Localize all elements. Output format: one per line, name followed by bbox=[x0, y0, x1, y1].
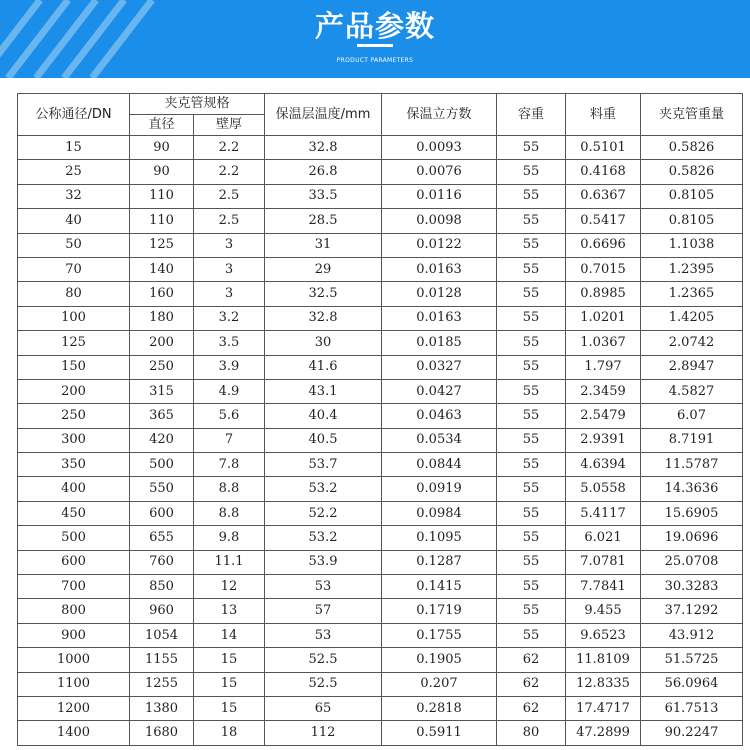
table-row bbox=[18, 550, 743, 574]
cell-wall: 15 bbox=[194, 648, 265, 672]
table-row bbox=[18, 721, 743, 745]
cell-wall: 3 bbox=[194, 282, 265, 306]
cell-diameter: 1255 bbox=[130, 672, 194, 696]
cell-volume: 0.0919 bbox=[382, 477, 497, 501]
cell-jacket-weight: 1.2395 bbox=[641, 257, 743, 281]
cell-volume: 0.0163 bbox=[382, 306, 497, 330]
cell-nominal: 40 bbox=[18, 209, 130, 233]
table-body bbox=[18, 136, 743, 746]
table-row bbox=[18, 696, 743, 720]
table-row bbox=[18, 501, 743, 525]
cell-density: 55 bbox=[497, 379, 566, 403]
table-row bbox=[18, 233, 743, 257]
cell-nominal: 350 bbox=[18, 453, 130, 477]
header-banner bbox=[0, 0, 750, 78]
cell-material: 0.5101 bbox=[566, 136, 641, 160]
header-material-weight: 料重 bbox=[566, 94, 641, 136]
cell-jacket-weight: 2.0742 bbox=[641, 331, 743, 355]
cell-volume: 0.1755 bbox=[382, 623, 497, 647]
cell-jacket-weight: 8.7191 bbox=[641, 428, 743, 452]
cell-wall: 3.2 bbox=[194, 306, 265, 330]
cell-density: 55 bbox=[497, 453, 566, 477]
cell-insulation: 52.5 bbox=[265, 648, 382, 672]
cell-insulation: 53.2 bbox=[265, 477, 382, 501]
table-row bbox=[18, 526, 743, 550]
table-row bbox=[18, 599, 743, 623]
cell-diameter: 160 bbox=[130, 282, 194, 306]
cell-diameter: 550 bbox=[130, 477, 194, 501]
cell-insulation: 112 bbox=[265, 721, 382, 745]
parameters-table bbox=[17, 93, 743, 746]
cell-wall: 13 bbox=[194, 599, 265, 623]
cell-volume: 0.0844 bbox=[382, 453, 497, 477]
cell-nominal: 1400 bbox=[18, 721, 130, 745]
cell-jacket-weight: 1.1038 bbox=[641, 233, 743, 257]
cell-density: 55 bbox=[497, 306, 566, 330]
cell-nominal: 150 bbox=[18, 355, 130, 379]
cell-volume: 0.0122 bbox=[382, 233, 497, 257]
cell-density: 55 bbox=[497, 526, 566, 550]
cell-density: 55 bbox=[497, 623, 566, 647]
cell-nominal: 32 bbox=[18, 184, 130, 208]
cell-nominal: 15 bbox=[18, 136, 130, 160]
table-row bbox=[18, 575, 743, 599]
table-row bbox=[18, 355, 743, 379]
cell-volume: 0.1287 bbox=[382, 550, 497, 574]
cell-material: 1.0367 bbox=[566, 331, 641, 355]
cell-volume: 0.0984 bbox=[382, 501, 497, 525]
header-insulation-volume: 保温立方数 bbox=[382, 94, 497, 136]
cell-volume: 0.1719 bbox=[382, 599, 497, 623]
cell-jacket-weight: 56.0964 bbox=[641, 672, 743, 696]
cell-material: 7.7841 bbox=[566, 575, 641, 599]
cell-jacket-weight: 1.4205 bbox=[641, 306, 743, 330]
cell-material: 0.7015 bbox=[566, 257, 641, 281]
cell-nominal: 250 bbox=[18, 404, 130, 428]
cell-jacket-weight: 0.8105 bbox=[641, 209, 743, 233]
cell-diameter: 420 bbox=[130, 428, 194, 452]
cell-nominal: 50 bbox=[18, 233, 130, 257]
cell-density: 55 bbox=[497, 136, 566, 160]
cell-insulation: 40.4 bbox=[265, 404, 382, 428]
cell-wall: 15 bbox=[194, 696, 265, 720]
cell-diameter: 1680 bbox=[130, 721, 194, 745]
cell-density: 55 bbox=[497, 233, 566, 257]
cell-volume: 0.0185 bbox=[382, 331, 497, 355]
cell-material: 4.6394 bbox=[566, 453, 641, 477]
cell-jacket-weight: 25.0708 bbox=[641, 550, 743, 574]
cell-nominal: 80 bbox=[18, 282, 130, 306]
cell-diameter: 1155 bbox=[130, 648, 194, 672]
header-jacket-spec: 夹克管规格 bbox=[130, 94, 265, 115]
cell-wall: 7.8 bbox=[194, 453, 265, 477]
cell-volume: 0.0534 bbox=[382, 428, 497, 452]
cell-jacket-weight: 4.5827 bbox=[641, 379, 743, 403]
cell-density: 55 bbox=[497, 331, 566, 355]
cell-volume: 0.0116 bbox=[382, 184, 497, 208]
cell-diameter: 140 bbox=[130, 257, 194, 281]
cell-jacket-weight: 0.5826 bbox=[641, 136, 743, 160]
cell-wall: 15 bbox=[194, 672, 265, 696]
cell-jacket-weight: 51.5725 bbox=[641, 648, 743, 672]
cell-material: 2.5479 bbox=[566, 404, 641, 428]
cell-diameter: 1380 bbox=[130, 696, 194, 720]
table-row bbox=[18, 331, 743, 355]
cell-insulation: 53 bbox=[265, 623, 382, 647]
cell-nominal: 300 bbox=[18, 428, 130, 452]
cell-density: 55 bbox=[497, 428, 566, 452]
cell-density: 62 bbox=[497, 672, 566, 696]
cell-density: 55 bbox=[497, 257, 566, 281]
cell-wall: 2.5 bbox=[194, 209, 265, 233]
table-row bbox=[18, 257, 743, 281]
cell-diameter: 250 bbox=[130, 355, 194, 379]
cell-wall: 3.9 bbox=[194, 355, 265, 379]
table-row bbox=[18, 184, 743, 208]
header-diameter: 直径 bbox=[130, 115, 194, 136]
cell-wall: 12 bbox=[194, 575, 265, 599]
cell-density: 55 bbox=[497, 404, 566, 428]
cell-insulation: 52.2 bbox=[265, 501, 382, 525]
cell-wall: 7 bbox=[194, 428, 265, 452]
cell-wall: 3.5 bbox=[194, 331, 265, 355]
cell-density: 55 bbox=[497, 550, 566, 574]
cell-jacket-weight: 1.2365 bbox=[641, 282, 743, 306]
cell-density: 55 bbox=[497, 355, 566, 379]
cell-jacket-weight: 61.7513 bbox=[641, 696, 743, 720]
cell-jacket-weight: 14.3636 bbox=[641, 477, 743, 501]
cell-diameter: 365 bbox=[130, 404, 194, 428]
cell-material: 2.3459 bbox=[566, 379, 641, 403]
cell-diameter: 200 bbox=[130, 331, 194, 355]
cell-insulation: 32.8 bbox=[265, 306, 382, 330]
cell-jacket-weight: 6.07 bbox=[641, 404, 743, 428]
cell-density: 62 bbox=[497, 696, 566, 720]
cell-nominal: 25 bbox=[18, 160, 130, 184]
cell-density: 55 bbox=[497, 160, 566, 184]
cell-wall: 8.8 bbox=[194, 501, 265, 525]
page-subtitle: PRODUCT PARAMETERS bbox=[336, 57, 414, 64]
cell-insulation: 26.8 bbox=[265, 160, 382, 184]
cell-nominal: 1200 bbox=[18, 696, 130, 720]
cell-jacket-weight: 0.8105 bbox=[641, 184, 743, 208]
header-density: 容重 bbox=[497, 94, 566, 136]
table-row bbox=[18, 428, 743, 452]
cell-wall: 5.6 bbox=[194, 404, 265, 428]
cell-nominal: 1100 bbox=[18, 672, 130, 696]
cell-volume: 0.0327 bbox=[382, 355, 497, 379]
cell-material: 11.8109 bbox=[566, 648, 641, 672]
cell-wall: 2.2 bbox=[194, 160, 265, 184]
cell-material: 0.6696 bbox=[566, 233, 641, 257]
cell-jacket-weight: 37.1292 bbox=[641, 599, 743, 623]
cell-wall: 4.9 bbox=[194, 379, 265, 403]
cell-diameter: 760 bbox=[130, 550, 194, 574]
cell-diameter: 315 bbox=[130, 379, 194, 403]
cell-density: 80 bbox=[497, 721, 566, 745]
cell-volume: 0.0098 bbox=[382, 209, 497, 233]
cell-material: 6.021 bbox=[566, 526, 641, 550]
cell-nominal: 500 bbox=[18, 526, 130, 550]
cell-diameter: 960 bbox=[130, 599, 194, 623]
cell-material: 0.4168 bbox=[566, 160, 641, 184]
cell-volume: 0.0463 bbox=[382, 404, 497, 428]
cell-wall: 18 bbox=[194, 721, 265, 745]
parameters-table-container bbox=[17, 93, 743, 746]
cell-density: 55 bbox=[497, 501, 566, 525]
cell-volume: 0.5911 bbox=[382, 721, 497, 745]
cell-diameter: 90 bbox=[130, 136, 194, 160]
cell-volume: 0.2818 bbox=[382, 696, 497, 720]
cell-wall: 3 bbox=[194, 233, 265, 257]
cell-nominal: 700 bbox=[18, 575, 130, 599]
table-row bbox=[18, 672, 743, 696]
table-row bbox=[18, 453, 743, 477]
cell-jacket-weight: 30.3283 bbox=[641, 575, 743, 599]
cell-diameter: 655 bbox=[130, 526, 194, 550]
cell-insulation: 53 bbox=[265, 575, 382, 599]
cell-insulation: 52.5 bbox=[265, 672, 382, 696]
cell-jacket-weight: 11.5787 bbox=[641, 453, 743, 477]
cell-nominal: 1000 bbox=[18, 648, 130, 672]
cell-material: 0.8985 bbox=[566, 282, 641, 306]
cell-diameter: 850 bbox=[130, 575, 194, 599]
cell-wall: 11.1 bbox=[194, 550, 265, 574]
cell-insulation: 53.9 bbox=[265, 550, 382, 574]
cell-nominal: 70 bbox=[18, 257, 130, 281]
cell-diameter: 125 bbox=[130, 233, 194, 257]
table-row bbox=[18, 136, 743, 160]
cell-material: 9.455 bbox=[566, 599, 641, 623]
header-insulation-thickness: 保温层温度/mm bbox=[265, 94, 382, 136]
cell-material: 12.8335 bbox=[566, 672, 641, 696]
cell-volume: 0.1905 bbox=[382, 648, 497, 672]
cell-volume: 0.0128 bbox=[382, 282, 497, 306]
cell-wall: 2.2 bbox=[194, 136, 265, 160]
cell-diameter: 180 bbox=[130, 306, 194, 330]
cell-material: 7.0781 bbox=[566, 550, 641, 574]
cell-diameter: 110 bbox=[130, 184, 194, 208]
cell-nominal: 200 bbox=[18, 379, 130, 403]
cell-nominal: 450 bbox=[18, 501, 130, 525]
cell-diameter: 110 bbox=[130, 209, 194, 233]
cell-insulation: 28.5 bbox=[265, 209, 382, 233]
cell-insulation: 32.8 bbox=[265, 136, 382, 160]
table-row bbox=[18, 160, 743, 184]
cell-density: 55 bbox=[497, 575, 566, 599]
cell-insulation: 32.5 bbox=[265, 282, 382, 306]
table-row bbox=[18, 306, 743, 330]
cell-diameter: 90 bbox=[130, 160, 194, 184]
cell-insulation: 29 bbox=[265, 257, 382, 281]
cell-jacket-weight: 0.5826 bbox=[641, 160, 743, 184]
header-jacket-weight: 夹克管重量 bbox=[641, 94, 743, 136]
cell-nominal: 600 bbox=[18, 550, 130, 574]
table-row bbox=[18, 404, 743, 428]
header-wall-thickness: 壁厚 bbox=[194, 115, 265, 136]
cell-jacket-weight: 43.912 bbox=[641, 623, 743, 647]
cell-material: 17.4717 bbox=[566, 696, 641, 720]
cell-wall: 14 bbox=[194, 623, 265, 647]
cell-diameter: 600 bbox=[130, 501, 194, 525]
table-row bbox=[18, 209, 743, 233]
cell-density: 55 bbox=[497, 599, 566, 623]
cell-nominal: 900 bbox=[18, 623, 130, 647]
cell-insulation: 41.6 bbox=[265, 355, 382, 379]
cell-wall: 8.8 bbox=[194, 477, 265, 501]
header-nominal-diameter: 公称通径/DN bbox=[18, 94, 130, 136]
cell-material: 1.797 bbox=[566, 355, 641, 379]
cell-insulation: 33.5 bbox=[265, 184, 382, 208]
cell-material: 47.2899 bbox=[566, 721, 641, 745]
table-row bbox=[18, 477, 743, 501]
cell-nominal: 800 bbox=[18, 599, 130, 623]
cell-material: 2.9391 bbox=[566, 428, 641, 452]
cell-diameter: 1054 bbox=[130, 623, 194, 647]
cell-insulation: 65 bbox=[265, 696, 382, 720]
cell-insulation: 53.7 bbox=[265, 453, 382, 477]
title-underline bbox=[357, 44, 393, 47]
cell-jacket-weight: 19.0696 bbox=[641, 526, 743, 550]
table-row bbox=[18, 282, 743, 306]
cell-wall: 2.5 bbox=[194, 184, 265, 208]
cell-material: 0.6367 bbox=[566, 184, 641, 208]
cell-volume: 0.0093 bbox=[382, 136, 497, 160]
cell-nominal: 400 bbox=[18, 477, 130, 501]
cell-wall: 3 bbox=[194, 257, 265, 281]
table-row bbox=[18, 648, 743, 672]
cell-density: 62 bbox=[497, 648, 566, 672]
cell-volume: 0.0163 bbox=[382, 257, 497, 281]
cell-material: 5.4117 bbox=[566, 501, 641, 525]
cell-insulation: 57 bbox=[265, 599, 382, 623]
cell-density: 55 bbox=[497, 477, 566, 501]
table-row bbox=[18, 623, 743, 647]
cell-density: 55 bbox=[497, 184, 566, 208]
cell-volume: 0.0427 bbox=[382, 379, 497, 403]
cell-nominal: 100 bbox=[18, 306, 130, 330]
table-header bbox=[18, 94, 743, 136]
cell-insulation: 53.2 bbox=[265, 526, 382, 550]
cell-insulation: 40.5 bbox=[265, 428, 382, 452]
cell-insulation: 30 bbox=[265, 331, 382, 355]
cell-volume: 0.0076 bbox=[382, 160, 497, 184]
cell-insulation: 31 bbox=[265, 233, 382, 257]
cell-material: 9.6523 bbox=[566, 623, 641, 647]
cell-jacket-weight: 90.2247 bbox=[641, 721, 743, 745]
page-title: 产品参数 bbox=[314, 9, 435, 43]
cell-nominal: 125 bbox=[18, 331, 130, 355]
cell-diameter: 500 bbox=[130, 453, 194, 477]
cell-wall: 9.8 bbox=[194, 526, 265, 550]
cell-volume: 0.207 bbox=[382, 672, 497, 696]
cell-material: 1.0201 bbox=[566, 306, 641, 330]
cell-density: 55 bbox=[497, 209, 566, 233]
cell-insulation: 43.1 bbox=[265, 379, 382, 403]
cell-density: 55 bbox=[497, 282, 566, 306]
table-row bbox=[18, 379, 743, 403]
cell-jacket-weight: 2.8947 bbox=[641, 355, 743, 379]
cell-jacket-weight: 15.6905 bbox=[641, 501, 743, 525]
cell-material: 0.5417 bbox=[566, 209, 641, 233]
cell-material: 5.0558 bbox=[566, 477, 641, 501]
cell-volume: 0.1095 bbox=[382, 526, 497, 550]
cell-volume: 0.1415 bbox=[382, 575, 497, 599]
